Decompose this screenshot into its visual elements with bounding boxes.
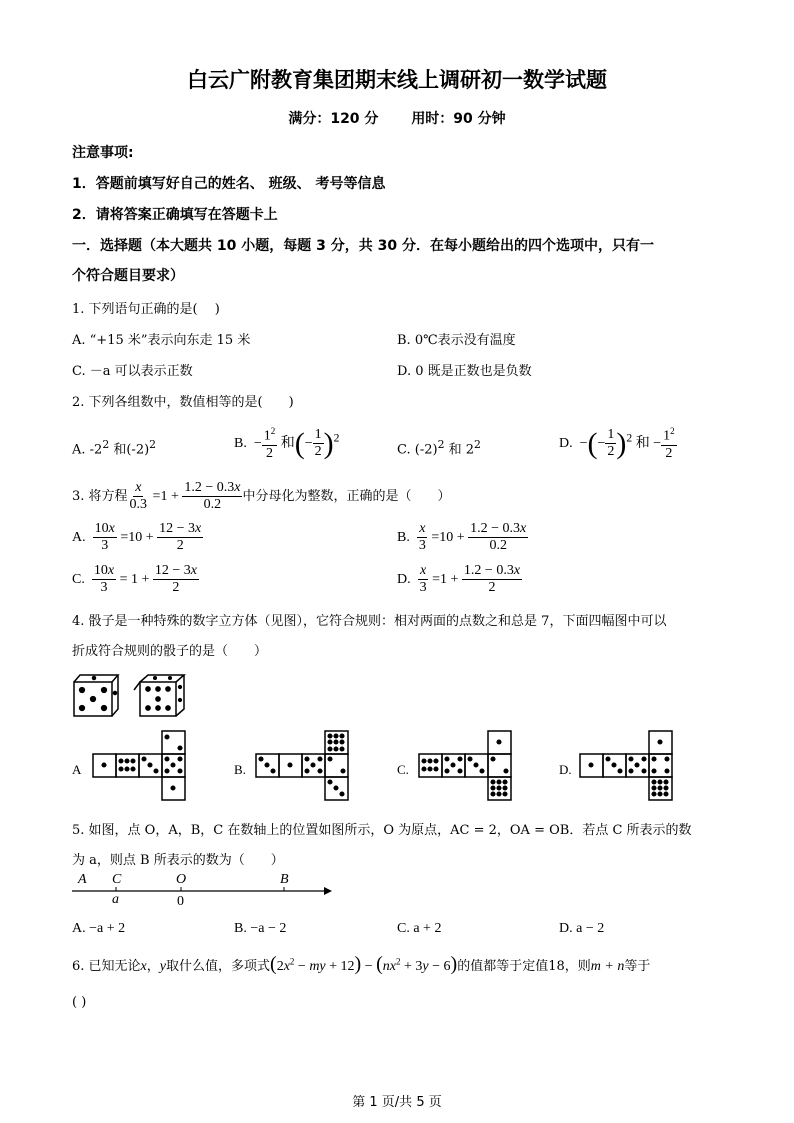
q2-option-c: C. $(-2)^2$ 和 $2^2$ — [397, 438, 481, 458]
q3-stem: 3. 将方程 $\frac{x}{0.3}$ =1 + $\frac{1.2 - 0.3x}{0.2}$ 中分母化为整数，正确的是（ ） — [72, 480, 451, 513]
net-option-a — [93, 731, 185, 800]
exam-meta — [0, 108, 794, 128]
net-option-b — [256, 731, 348, 800]
section-heading: 一．选择题（本大题共 10 小题，每题 3 分，共 30 分．在每小题给出的四个选项中，只有一 — [72, 238, 654, 254]
q1-option-c: C. －a 可以表示正数 — [72, 364, 193, 379]
notice-heading: 注意事项: — [72, 145, 134, 161]
q1-stem: 1. 下列语句正确的是( ) — [72, 302, 220, 317]
q1-option-a: A. “+15 米”表示向东走 15 米 — [72, 333, 251, 348]
net-option-d — [580, 731, 672, 800]
point-c-value: a — [112, 892, 119, 907]
full-score: 满分：120 分 — [288, 111, 379, 127]
point-o-label: O — [176, 872, 187, 887]
q2-option-d: D. −(− $\frac{1}{2}$ )$^2$ 和 − $\frac{1^2}{2}$ — [559, 426, 675, 461]
net-label-c: C. — [397, 762, 409, 777]
point-a-label: A — [78, 872, 87, 887]
q5-option-d: D. a − 2 — [559, 921, 605, 936]
q4-stem: 4. 骰子是一种特殊的数字立方体（见图），它符合规则：相对两面的点数之和总是 7，下面四幅图中可以 — [72, 614, 667, 629]
q3-option-a: A. $\frac{10x}{3}$ =10 + $\frac{12 - 3x}{2}$ — [72, 521, 202, 554]
q2-stem: 2. 下列各组数中，数值相等的是( ) — [72, 395, 294, 410]
notice-item-1: 1．答题前填写好自己的姓名、 班级、 考号等信息 — [72, 176, 386, 192]
q5-option-b: B. −a − 2 — [234, 921, 287, 936]
q1-option-d: D. 0 既是正数也是负数 — [397, 364, 532, 379]
q6-stem: 6. 已知无论x，y取什么值，多项式($2x^2$ − my + $12) - (nx^2 + 3y - 6)$的值都等于定值18，则m + n等于 — [72, 953, 651, 975]
section-heading-cont: 个符合题目要求） — [72, 268, 184, 284]
net-label-d: D. — [559, 762, 572, 777]
q3-option-d: D. $\frac{x}{3}$ =1 + $\frac{1.2 - 0.3x}{2}$ — [397, 563, 521, 596]
net-option-c — [419, 731, 511, 800]
q1-option-b: B. 0℃表示没有温度 — [397, 333, 516, 348]
number-line — [72, 870, 342, 910]
q5-stem-cont: 为 a，则点 B 所表示的数为（ ） — [72, 853, 284, 868]
q6-answer-blank: ( ) — [72, 995, 87, 1010]
q5-stem: 5. 如图，点 O，A，B，C 在数轴上的位置如图所示，O 为原点，AC = 2，OA = OB．若点 C 所表示的数 — [72, 823, 692, 838]
q5-option-c: C. a + 2 — [397, 921, 442, 936]
origin-value: 0 — [177, 894, 184, 909]
q4-stem-cont: 折成符合规则的骰子的是（ ） — [72, 644, 268, 659]
q5-option-a: A. −a + 2 — [72, 921, 126, 936]
time-limit: 用时：90 分钟 — [411, 111, 506, 127]
point-c-label: C — [112, 872, 122, 887]
point-b-label: B — [280, 872, 289, 887]
page-title: 白云广附教育集团期末线上调研初一数学试题 — [187, 68, 607, 92]
q2-option-b: B. − $\frac{1^2}{2}$ 和(− $\frac{1}{2}$ )$^2$ — [234, 426, 340, 461]
page-footer: 第 1 页/共 5 页 — [352, 1095, 442, 1110]
q2-option-a: A. $-2^2$ 和$(-2)^2$ — [72, 438, 157, 458]
dice-figures — [0, 660, 794, 810]
net-label-a: A — [72, 762, 82, 777]
net-label-b: B. — [234, 762, 246, 777]
q3-option-c: C. $\frac{10x}{3}$ = 1 + $\frac{12 - 3x}{2}$ — [72, 563, 197, 596]
notice-item-2: 2．请将答案正确填写在答题卡上 — [72, 207, 278, 223]
q3-option-b: B. $\frac{x}{3}$ =10 + $\frac{1.2 - 0.3x}{0.2}$ — [397, 521, 527, 554]
